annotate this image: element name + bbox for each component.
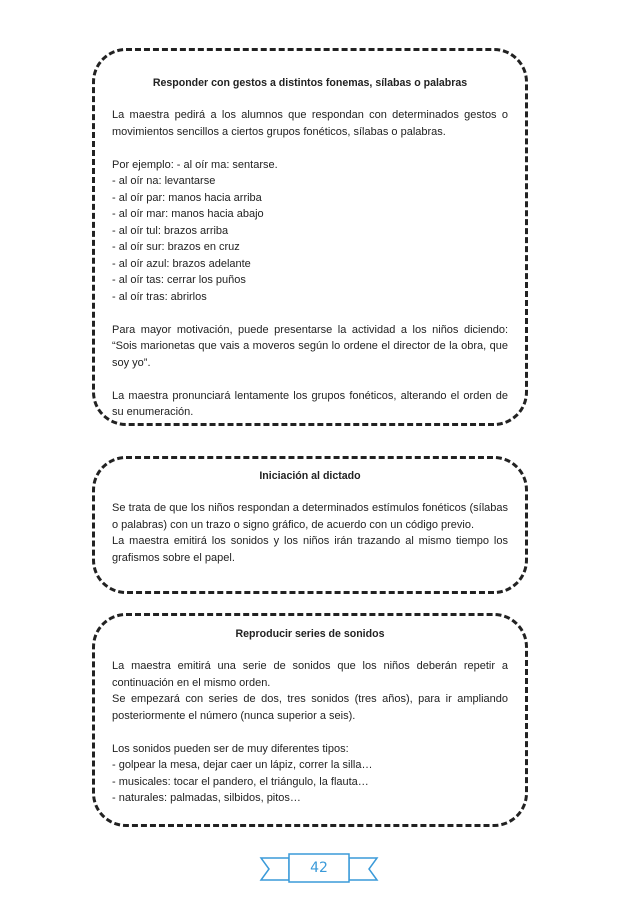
activity-title: Reproducir series de sonidos <box>235 628 385 640</box>
page-number: 42 <box>310 860 328 876</box>
example-item: - al oír tul: brazos arriba <box>112 224 229 237</box>
examples-list <box>112 157 508 306</box>
example-item: - al oír na: levantarse <box>112 175 216 187</box>
activity-motivation: Para mayor motivación, puede presentarse la actividad a los niños diciendo: “Sois marionetas que vais a moveros según lo ordene el director de la obra, que soy yo”. <box>112 323 508 369</box>
example-item: - al oír azul: brazos adelante <box>112 257 251 270</box>
sound-type-item: - naturales: palmadas, silbidos, pitos… <box>112 792 301 804</box>
activity-title: Responder con gestos a distintos fonemas, sílabas o palabras <box>152 77 468 89</box>
activity-paragraph: Se empezará con series de dos, tres sonidos (tres años), para ir ampliando posteriormente el número (nunca superior a seis). <box>112 693 508 722</box>
example-item: - al oír tras: abrirlos <box>112 290 207 303</box>
activity-closing: La maestra pronunciará lentamente los grupos fonéticos, alterando el orden de su enumeración. <box>112 389 508 418</box>
activity-paragraph: La maestra emitirá los sonidos y los niños irán trazando al mismo tiempo los grafismos sobre el papel. <box>112 535 508 564</box>
sound-types-intro: Los sonidos pueden ser de muy diferentes tipos: <box>112 742 349 755</box>
sound-type-item: - musicales: tocar el pandero, el triángulo, la flauta… <box>112 775 369 788</box>
example-item: - al oír tas: cerrar los puños <box>112 274 246 286</box>
activity-box-dictation <box>92 456 528 594</box>
activity-box-gestures <box>92 48 528 426</box>
example-item: - al oír sur: brazos en cruz <box>112 241 240 253</box>
example-item: Por ejemplo: - al oír ma: sentarse. <box>112 158 278 171</box>
activity-title: Iniciación al dictado <box>259 470 361 482</box>
sound-type-item: - golpear la mesa, dejar caer un lápiz, correr la silla… <box>112 759 373 771</box>
example-item: - al oír par: manos hacia arriba <box>112 191 262 204</box>
example-item: - al oír mar: manos hacia abajo <box>112 208 264 220</box>
activity-intro: La maestra pedirá a los alumnos que respondan con determinados gestos o movimientos sencillos a ciertos grupos fonéticos, sílabas o palabras. <box>112 109 508 138</box>
activity-paragraph: Se trata de que los niños respondan a determinados estímulos fonéticos (sílabas o palabras) con un trazo o signo gráfico, de acuerdo con un código previo. <box>112 502 508 531</box>
activity-box-sound-series <box>92 613 528 827</box>
activity-paragraph: La maestra emitirá una serie de sonidos que los niños deberán repetir a continuación en el mismo orden. <box>112 660 508 689</box>
